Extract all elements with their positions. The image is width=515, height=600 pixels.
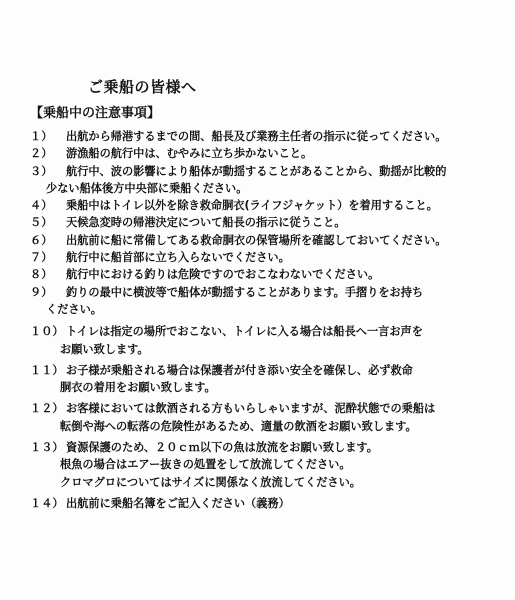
rule-item: [30, 266, 500, 283]
rule-item: [30, 284, 500, 319]
rule-line: 游漁船の航行中は、むやみに立ち歩かないこと。: [66, 147, 313, 161]
rule-item: [30, 439, 500, 491]
rule-number: ９）: [30, 285, 53, 299]
rule-line: 出航から帰港するまでの間、船長及び業務主任者の指示に従ってください。: [66, 130, 447, 143]
rule-line: 航行中、波の影響により船体が動揺することがあることから、動揺が比較的: [66, 164, 447, 178]
rule-line: お願い致します。: [60, 342, 149, 356]
rule-line: トイレは指定の場所でおこない、トイレに入る場合は船長へ一言お声を: [66, 325, 423, 339]
rule-line: お子様が乗船される場合は保護者が付き添い安全を確保し、必ず救命: [66, 363, 413, 377]
rule-number: ４）: [30, 199, 53, 213]
rule-text: [66, 232, 500, 249]
rule-number: １４）: [30, 496, 64, 510]
rule-item: [30, 163, 500, 198]
rule-line: ください。: [46, 302, 102, 316]
rule-line: 釣りの最中に横波等で船体が動揺することがあります。手摺りをお持ち: [66, 285, 424, 299]
rule-line: 出航前に船に常備してある救命胴衣の保管場所を確認しておいてください。: [66, 233, 447, 247]
rule-line: 根魚の場合はエアー抜きの処置をして放流してください。: [60, 458, 351, 472]
rule-number: １１）: [30, 363, 64, 377]
rule-text: [60, 362, 500, 397]
rule-number: ２）: [30, 147, 53, 161]
rule-text: [60, 400, 500, 435]
rule-number: ６）: [30, 233, 53, 247]
rule-text: [66, 145, 500, 162]
rule-number: ７）: [30, 251, 53, 265]
rule-text: [60, 439, 500, 491]
rule-number: ５）: [30, 216, 53, 230]
rule-line: クロマグロについてはサイズに関係なく放流してください。: [60, 475, 361, 489]
rule-item: [30, 495, 500, 512]
rule-text: [66, 214, 500, 231]
rule-item: [30, 197, 500, 214]
rule-line: 航行中に船首部に立ち入らないでください。: [66, 251, 290, 265]
rule-line: 胴衣の着用をお願い致します。: [60, 381, 216, 395]
rule-number: １２）: [30, 402, 64, 416]
rule-text: [46, 163, 500, 198]
rule-text: [66, 128, 500, 145]
rule-line: 転倒や海への転落の危険性があるため、適量の飲酒をお願い致します。: [60, 419, 417, 433]
rule-line: 乗船中はトイレ以外を除き救命胴衣(ライフジャケット）を着用すること。: [66, 199, 438, 213]
rule-item: [30, 232, 500, 249]
rule-item: [30, 128, 500, 145]
rule-item: [30, 249, 500, 266]
rule-text: [66, 495, 500, 512]
rule-line: 出航前に乗船名簿をご記入ください（義務）: [66, 496, 290, 510]
rule-item: [30, 145, 500, 162]
rule-item: [30, 214, 500, 231]
rule-text: [60, 323, 500, 358]
rule-line: 天候急変時の帰港決定について船長の指示に従うこと。: [66, 216, 346, 230]
rule-item: [30, 400, 500, 435]
rule-number: ８）: [30, 268, 53, 282]
rule-number: １０）: [30, 325, 64, 339]
rule-number: ３）: [30, 164, 53, 178]
rule-item: [30, 362, 500, 397]
rule-text: [46, 284, 500, 319]
rule-text: [66, 197, 500, 214]
rule-line: お客様においては飲酒される方もいらしゃいますが、泥酔状態での乗船は: [66, 402, 436, 416]
rule-text: [66, 249, 500, 266]
rule-line: 航行中における釣りは危険ですのでおこなわないでください。: [66, 268, 380, 282]
rule-line: 資源保護のため、２０ｃｍ以下の魚は放流をお願い致します。: [66, 441, 378, 455]
section-heading: 【乗船中の注意事項】: [30, 106, 161, 121]
rule-number: １３）: [30, 441, 64, 455]
rule-line: 少ない船体後方中央部に乗船ください。: [46, 181, 248, 195]
notice-title: ご乗船の皆様へ: [88, 78, 197, 96]
rule-item: [30, 323, 500, 358]
rule-text: [66, 266, 500, 283]
rules-list: [30, 128, 500, 512]
rule-number: １）: [30, 130, 53, 143]
